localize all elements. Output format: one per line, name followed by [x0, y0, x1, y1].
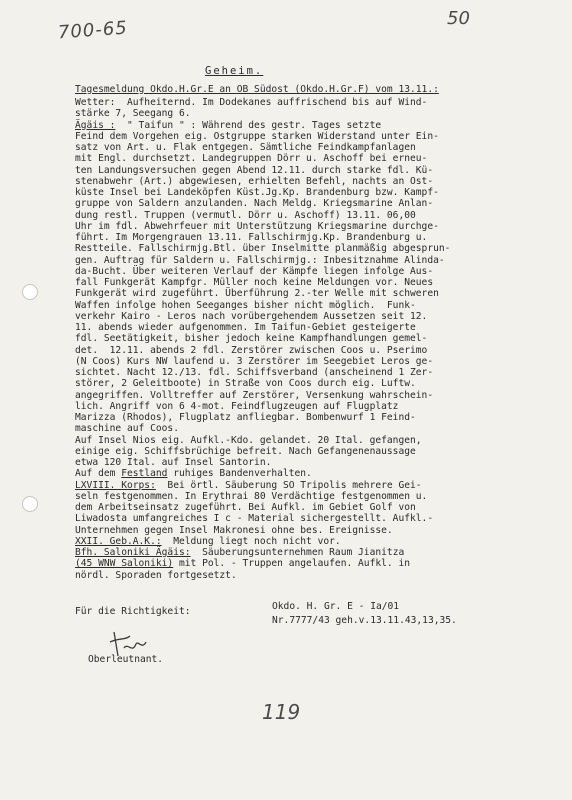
handwritten-folio-number: 119	[262, 700, 301, 724]
report-line	[75, 513, 535, 524]
report-line	[75, 221, 535, 232]
line-text: Marizza (Rhodos), Flugplatz anfliegbar. Bombenwurf 1 Feind-	[75, 412, 416, 423]
report-body	[75, 97, 535, 581]
report-line	[75, 187, 535, 198]
line-text: sichtet. Nacht 12./13. fdl. Schiffsverband (anscheinend 1 Zer-	[75, 367, 434, 378]
report-line	[75, 356, 535, 367]
report-line	[75, 446, 535, 457]
report-line	[75, 468, 535, 479]
handwritten-page-number: 50	[447, 8, 470, 29]
section-label: (45 WNW Saloniki)	[75, 558, 174, 570]
report-line	[75, 345, 535, 356]
office-reference-block	[272, 600, 457, 628]
line-text: " Taifun " : Während des gestr. Tages setzte	[115, 119, 382, 131]
line-text: satz von Art. u. Flak entgegen. Sämtliche Feindkampfanlagen	[75, 142, 416, 153]
report-line	[75, 142, 535, 153]
report-line	[75, 300, 535, 311]
line-text: stenabwehr (Art.) abgewiesen, erhielten Befehl, nachts an Ost-	[75, 175, 434, 187]
line-text: verkehr Kairo - Leros nach vorübergehendem Aussetzen seit 12.	[75, 310, 428, 322]
report-line	[75, 277, 535, 288]
report-line	[75, 536, 535, 547]
line-text: dung restl. Truppen (vermutl. Dörr u. Aschoff) 13.11. 06,00	[75, 209, 416, 221]
line-text: Säuberungsunternehmen Raum Jianitza	[190, 547, 405, 558]
line-text: küste Insel bei Landeköpfen Küst.Jg.Kp. Brandenburg bzw. Kampf-	[75, 187, 439, 198]
report-line	[75, 390, 535, 401]
line-text: gruppe von Saldern anzulanden. Nach Meldg. Kriegsmarine Anlan-	[75, 198, 434, 210]
handwritten-archive-number: 700-65	[57, 17, 129, 44]
line-text: Restteile. Fallschirmjg.Btl. über Inselmitte planmäßig abgesprun-	[75, 243, 451, 255]
report-line	[75, 525, 535, 536]
line-text: Unternehmen gegen Insel Makronesi ohne bes. Ereignisse.	[75, 524, 393, 536]
report-line	[75, 153, 535, 164]
line-text: 11. abends wieder aufgenommen. Im Taifun-Gebiet gesteigerte	[75, 322, 416, 333]
line-text: stärke 7, Seegang 6.	[75, 108, 191, 120]
office-designation: Okdo. H. Gr. E - Ia/01	[272, 601, 400, 612]
certification-label: Für die Richtigkeit:	[75, 606, 191, 617]
report-line	[75, 491, 535, 502]
report-line	[75, 97, 535, 108]
line-text: fall Funkgerät Kampfgr. Müller noch keine Meldungen vor. Neues	[75, 277, 434, 288]
line-text: nördl. Sporaden fortgesetzt.	[75, 569, 237, 581]
report-line	[75, 311, 535, 322]
report-line	[75, 165, 535, 176]
punch-hole-upper	[22, 284, 38, 300]
line-text: Liwadosta umfangreiches I c - Material sichergestellt. Aufkl.-	[75, 513, 434, 525]
line-text: etwa 120 Ital. auf Insel Santorin.	[75, 457, 272, 468]
report-line	[75, 502, 535, 513]
line-text: gen. Auftrag für Saldern u. Fallschirmjg.: Inbesitznahme Alinda-	[75, 254, 445, 266]
line-text: störer, 2 Geleitboote) in Straße von Coos durch eig. Luftw.	[75, 378, 416, 390]
line-text: fdl. Seetätigkeit, bisher jedoch keine Kampfhandlungen gemel-	[75, 333, 428, 345]
line-text: ten Landungsversuchen gegen Abend 12.11. durch starke fdl. Kü-	[75, 164, 434, 176]
line-text: ruhiges Bandenverhalten.	[167, 468, 312, 480]
line-text: mit Pol. - Truppen angelaufen. Aufkl. in	[173, 558, 411, 570]
line-prefix: Auf dem	[75, 468, 122, 480]
line-text: Wetter: Aufheiternd. Im Dodekanes auffrischend bis auf Wind-	[75, 97, 428, 108]
report-line	[75, 131, 535, 142]
line-text: det. 12.11. abends 2 fdl. Zerstörer zwischen Coos u. Pserimo	[75, 344, 428, 356]
report-line	[75, 457, 535, 468]
report-line	[75, 570, 535, 581]
line-text: lich. Angriff von 6 4-mot. Feindflugzeugen auf Flugplatz	[75, 400, 399, 412]
section-label: Ägäis :	[75, 119, 116, 131]
report-line	[75, 266, 535, 277]
report-line	[75, 288, 535, 299]
report-line	[75, 108, 535, 119]
line-text: Feind dem Vorgehen eig. Ostgruppe starken Widerstand unter Ein-	[75, 130, 439, 142]
line-text: Auf Insel Nios eig. Aufkl.-Kdo. gelandet. 20 Ital. gefangen,	[75, 434, 422, 446]
line-text: Meldung liegt noch nicht vor.	[161, 535, 341, 547]
line-text: Bei örtl. Säuberung SO Tripolis mehrere Gei-	[155, 479, 422, 491]
line-text: mit Engl. durchsetzt. Landegruppen Dörr u. Aschoff bei erneu-	[75, 153, 428, 165]
report-line	[75, 547, 535, 558]
report-line	[75, 322, 535, 333]
line-text: Funkgerät wird zugeführt. Überführung 2.-ter Welle mit schweren	[75, 288, 439, 300]
section-label: Festland	[121, 468, 168, 480]
report-line	[75, 210, 535, 221]
report-subject: Tagesmeldung Okdo.H.Gr.E an OB Südost (Okdo.H.Gr.F) vom 13.11.:	[75, 84, 439, 95]
line-text: da-Bucht. Über weiteren Verlauf der Kämpfe liegen infolge Aus-	[75, 265, 434, 277]
report-line	[75, 558, 535, 569]
document-reference-number: Nr.7777/43 geh.v.13.11.43,13,35.	[272, 615, 457, 626]
report-line	[75, 198, 535, 209]
report-line	[75, 480, 535, 491]
report-line	[75, 401, 535, 412]
section-label: XXII. Geb.A.K.:	[75, 535, 162, 547]
line-text: (N Coos) Kurs NW laufend u. 3 Zerstörer im Seegebiet Leros ge-	[75, 355, 434, 367]
line-text: einige eig. Schiffsbrüchige befreit. Nach Gefangenenaussage	[75, 445, 416, 457]
punch-hole-lower	[22, 496, 38, 512]
report-line	[75, 367, 535, 378]
report-line	[75, 435, 535, 446]
classification-heading: Geheim.	[205, 65, 264, 77]
report-line	[75, 243, 535, 254]
line-text: Waffen infolge hohen Seeganges bisher nicht möglich. Funk-	[75, 299, 416, 311]
section-label: LXVIII. Korps:	[75, 479, 156, 491]
report-line	[75, 333, 535, 344]
line-text: angegriffen. Volltreffer auf Zerstörer, Versenkung wahrschein-	[75, 389, 434, 401]
line-text: dem Arbeitseinsatz zugeführt. Bei Aufkl. im Gebiet Golf von	[75, 502, 416, 513]
report-line	[75, 412, 535, 423]
signatory-rank: Oberleutnant.	[88, 654, 164, 665]
line-text: Uhr im fdl. Abwehrfeuer mit Unterstützung Kriegsmarine durchge-	[75, 220, 439, 232]
report-line	[75, 232, 535, 243]
report-line	[75, 120, 535, 131]
report-line	[75, 423, 535, 434]
report-line	[75, 176, 535, 187]
section-label: Bfh. Saloniki Ägäis:	[75, 547, 191, 558]
line-text: seln festgenommen. In Erythrai 80 Verdächtige festgenommen u.	[75, 490, 428, 502]
report-line	[75, 378, 535, 389]
line-text: führt. Im Morgengrauen 13.11. Fallschirmjg.Kp. Brandenburg u.	[75, 232, 428, 243]
report-line	[75, 255, 535, 266]
line-text: maschine auf Coos.	[75, 423, 179, 435]
